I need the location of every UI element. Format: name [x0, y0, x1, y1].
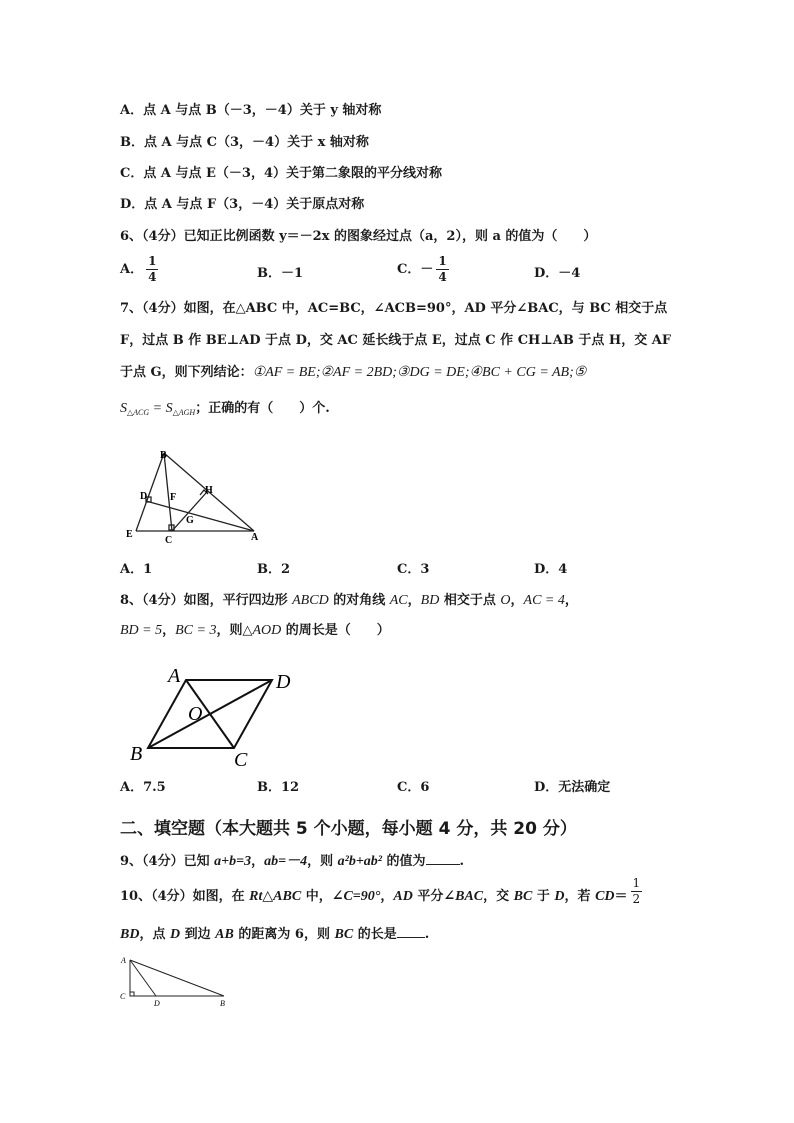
- q8-label-a: A: [168, 665, 181, 687]
- q7-label-h: H: [205, 485, 213, 496]
- q10-fraction-numerator: 1: [632, 876, 641, 890]
- q9-line: [120, 852, 464, 871]
- q10-l1-prefix: 10、（4分）如图，在: [120, 889, 250, 904]
- q7-area-s2: S: [165, 401, 173, 416]
- q8-label-d: D: [276, 671, 291, 693]
- q10-fraction-denominator: 2: [632, 892, 641, 906]
- q9-answer-blank[interactable]: [426, 852, 460, 865]
- q9-cond-1: a+b=3: [214, 854, 252, 869]
- q10-answer-blank[interactable]: [397, 925, 425, 938]
- q8-l1-t3: ，: [407, 593, 421, 608]
- q9-sep: ，: [251, 854, 265, 869]
- q7-label-c: C: [165, 535, 173, 545]
- q8-l1-t1: 8、（4分）如图，平行四边形: [120, 593, 293, 608]
- q8-l1-m2: AC: [389, 593, 408, 608]
- q7-label-a: A: [251, 532, 259, 543]
- q7-line-4: [120, 400, 330, 422]
- q10-l1-m3: AD: [393, 889, 413, 904]
- section-2-heading: 二、填空题（本大题共 5 个小题，每小题 4 分，共 20 分）: [120, 819, 577, 839]
- q10-l1-m1: Rt△ABC: [249, 889, 302, 904]
- q10-l1-m2: ∠C=90°: [331, 889, 381, 904]
- q7-label-d: D: [140, 491, 148, 502]
- q8-l1-t5: ，: [510, 593, 524, 608]
- q8-l1-t6: ，: [564, 593, 578, 608]
- q6-option-c-fraction: [436, 254, 448, 285]
- q10-l1-t6: ，若: [564, 889, 596, 904]
- q8-line-1: [120, 592, 578, 610]
- q7-figure: [120, 445, 270, 545]
- q8-option-a: A．7.5: [120, 780, 166, 795]
- q10-l2-m1: BD: [120, 927, 140, 942]
- q8-l2-m3: AOD: [252, 623, 282, 638]
- q6-option-c-prefix: C．－: [397, 262, 434, 277]
- q10-label-b: B: [220, 999, 225, 1008]
- q10-label-a: A: [121, 956, 126, 965]
- q9-mid: ，则: [307, 854, 338, 869]
- q8-l2-t2: ，则△: [216, 623, 253, 638]
- q9-prefix: 9、（4分）已知: [120, 854, 215, 869]
- q7-conclusions: ①AF = BE;②AF = 2BD;③DG = DE;④BC + CG = AB;⑤: [252, 365, 587, 380]
- q10-figure: [116, 954, 240, 1010]
- q10-l1-m6: D: [554, 889, 565, 904]
- q7-line-4-tail: ；正确的有（ ）个.: [195, 401, 330, 416]
- q7-option-d: D．4: [534, 562, 568, 577]
- q7-area-s1: S: [120, 401, 127, 416]
- q8-label-o: O: [188, 703, 203, 725]
- q6-option-c-denominator: 4: [438, 270, 447, 284]
- q7-option-b: B．2: [257, 562, 291, 577]
- q6-option-a-prefix: A．: [120, 262, 144, 277]
- q7-label-b: B: [160, 450, 167, 461]
- q10-l2-t4: 的长是: [353, 927, 397, 942]
- q10-l1-t3: 平分: [412, 889, 444, 904]
- q7-area-eq: =: [149, 401, 166, 416]
- q10-l2-m3: AB: [215, 927, 234, 942]
- q10-l1-t7: ＝: [614, 889, 628, 904]
- q7-label-f: F: [170, 492, 177, 503]
- q10-label-d: D: [154, 999, 160, 1008]
- q6-option-c-numerator: 1: [438, 254, 447, 268]
- q8-l1-t4: 相交于点: [439, 593, 501, 608]
- q9-cond-2: ab=－4: [264, 854, 308, 869]
- q8-option-b: B．12: [257, 780, 300, 795]
- q9-end: .: [459, 854, 465, 869]
- q10-l1-t4: ，交: [483, 889, 514, 904]
- q10-l2-t3: 的距离为 6，则: [233, 927, 335, 942]
- q8-figure: [126, 662, 306, 770]
- q8-l1-t2: 的对角线: [328, 593, 390, 608]
- q7-line-3: [120, 364, 586, 382]
- q8-l1-m1: ABCD: [292, 593, 329, 608]
- q8-l2-m2: BC = 3: [175, 623, 217, 638]
- q7-area-sub1: △ACG: [127, 408, 150, 417]
- q5-option-c: C．点 A 与点 E（－3，4）关于第二象限的平分线对称: [120, 166, 443, 181]
- q7-option-a: A．1: [120, 562, 153, 577]
- q10-l1-m5: BC: [513, 889, 533, 904]
- q10-l2-m2: D: [169, 927, 181, 942]
- q5-option-a: A．点 A 与点 B（－3，－4）关于 y 轴对称: [120, 103, 382, 118]
- q6-option-a: [120, 254, 161, 285]
- q10-l2-end: .: [424, 927, 430, 942]
- q7-line-2: F，过点 B 作 BE⊥AD 于点 D，交 AC 延长线于点 E，过点 C 作 CH⊥AB 于点 H，交 AF: [120, 333, 672, 348]
- q8-l1-m5: AC = 4: [523, 593, 565, 608]
- q6-option-a-denominator: 4: [148, 270, 157, 284]
- q10-l1-t1: 中，: [301, 889, 332, 904]
- q10-line-2: [120, 925, 429, 944]
- q8-l2-m1: BD = 5: [120, 623, 163, 638]
- q8-l1-m3: BD: [420, 593, 440, 608]
- q7-area-sub2: △AGH: [172, 408, 196, 417]
- q10-l2-t1: ，点: [139, 927, 170, 942]
- q9-tail: 的值为: [382, 854, 426, 869]
- q8-label-b: B: [130, 743, 143, 765]
- q10-l2-m4: BC: [334, 927, 354, 942]
- q8-label-c: C: [234, 749, 248, 770]
- q10-line-1: [120, 876, 645, 907]
- q9-expression: a²b+ab²: [337, 854, 382, 869]
- q10-l1-m7: CD: [595, 889, 615, 904]
- q10-l1-t2: ，: [380, 889, 394, 904]
- q6-option-a-fraction: [146, 254, 158, 285]
- q5-option-d: D．点 A 与点 F（3，－4）关于原点对称: [120, 197, 365, 212]
- q8-option-c: C．6: [397, 780, 430, 795]
- q6-stem: 6、（4分）已知正比例函数 y＝－2x 的图象经过点（a，2），则 a 的值为（ ）: [120, 229, 597, 244]
- q6-option-c: [397, 254, 452, 285]
- q7-label-g: G: [186, 515, 194, 526]
- q10-l1-m4: ∠BAC: [443, 889, 484, 904]
- q10-fraction: [631, 876, 643, 907]
- q7-label-e: E: [126, 529, 133, 540]
- q6-option-b: B．－1: [257, 266, 304, 281]
- q5-option-b: B．点 A 与点 C（3，－4）关于 x 轴对称: [120, 135, 369, 150]
- q6-option-a-numerator: 1: [148, 254, 157, 268]
- q10-l1-t5: 于: [532, 889, 555, 904]
- q8-option-d: D．无法确定: [534, 780, 611, 795]
- q7-line-1: 7、（4分）如图，在△ABC 中，AC=BC，∠ACB=90°，AD 平分∠BAC，与 BC 相交于点: [120, 301, 668, 316]
- q8-l1-m4: O: [500, 593, 511, 608]
- q8-l2-t1: ，: [162, 623, 176, 638]
- q10-l2-t2: 到边: [180, 927, 216, 942]
- q7-line-3-text: 于点 G，则下列结论：: [120, 365, 253, 380]
- q6-option-d: D．－4: [534, 266, 581, 281]
- q8-line-2: [120, 622, 390, 640]
- q7-option-c: C．3: [397, 562, 430, 577]
- q8-l2-t3: 的周长是（ ）: [281, 623, 390, 638]
- q10-label-c: C: [120, 992, 126, 1001]
